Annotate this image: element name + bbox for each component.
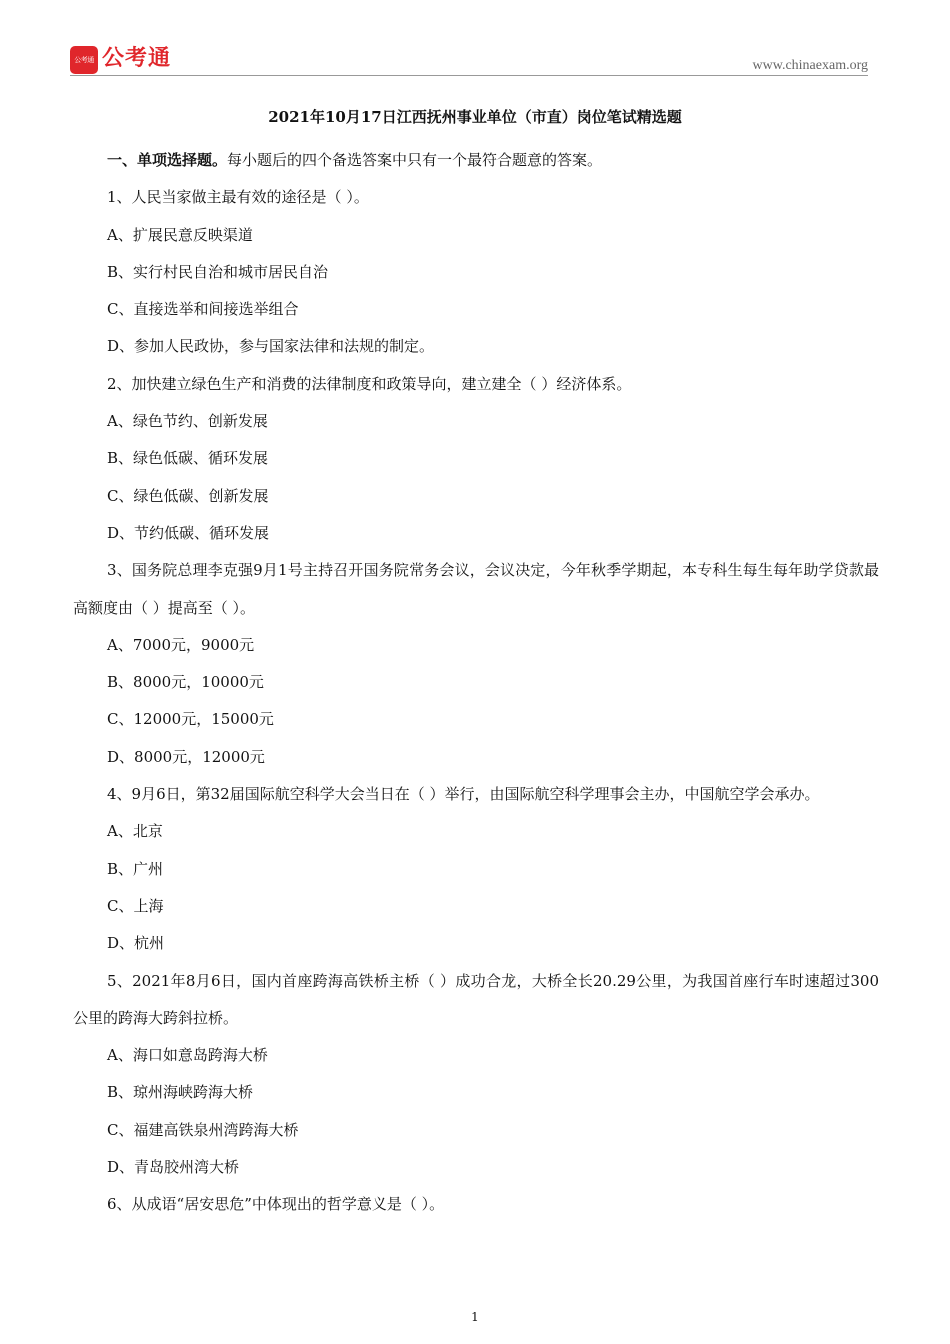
answer-option: B、绿色低碳、循环发展 (107, 449, 269, 468)
brand-logo-icon: 公考通 (70, 46, 98, 74)
page-header (70, 42, 868, 78)
answer-option: C、直接选举和间接选举组合 (107, 300, 299, 319)
answer-option: B、广州 (107, 859, 164, 878)
question-stem: 3、国务院总理李克强9月1号主持召开国务院常务会议，会议决定，今年秋季学期起，本专科生每生每年助学贷款最高额度由（ ）提高至（ ）。 (73, 561, 879, 617)
brand-name: 公考通 (102, 46, 172, 71)
answer-option: C、12000元，15000元 (107, 710, 274, 729)
answer-option: C、上海 (107, 896, 164, 915)
answer-option: A、扩展民意反映渠道 (107, 225, 253, 244)
section-instruction: 每小题后的四个备选答案中只有一个最符合题意的答案。 (227, 151, 603, 169)
answer-option: D、参加人民政协，参与国家法律和法规的制定。 (107, 337, 435, 356)
site-url[interactable]: www.chinaexam.org (752, 58, 868, 73)
question-stem: 5、2021年8月6日，国内首座跨海高铁桥主桥（ ）成功合龙，大桥全长20.29公里，为我国首座行车时速超过300公里的跨海大跨斜拉桥。 (73, 971, 879, 1027)
answer-option: C、绿色低碳、创新发展 (107, 486, 269, 505)
document-body (73, 142, 879, 1224)
answer-option: A、北京 (107, 822, 163, 841)
answer-option: D、8000元，12000元 (107, 747, 265, 766)
answer-option: B、8000元，10000元 (107, 673, 264, 692)
question-stem: 6、从成语“居安思危”中体现出的哲学意义是（ ）。 (107, 1195, 445, 1214)
answer-option: A、7000元，9000元 (107, 635, 255, 654)
question-stem: 2、加快建立绿色生产和消费的法律制度和政策导向，建立建全（ ）经济体系。 (107, 374, 632, 393)
answer-option: D、杭州 (107, 934, 165, 953)
page-number: 1 (471, 1310, 479, 1324)
answer-option: A、海口如意岛跨海大桥 (107, 1046, 268, 1065)
question-stem: 1、人民当家做主最有效的途径是（ ）。 (107, 188, 369, 207)
answer-option: D、节约低碳、循环发展 (107, 523, 270, 542)
answer-option: D、青岛胶州湾大桥 (107, 1158, 240, 1177)
question-stem: 4、9月6日，第32届国际航空科学大会当日在（ ）举行，由国际航空科学理事会主办，中国航空学会承办。 (107, 785, 820, 804)
answer-option: B、琼州海峡跨海大桥 (107, 1083, 254, 1102)
answer-option: A、绿色节约、创新发展 (107, 412, 268, 431)
section-label: 一、单项选择题。 (107, 151, 228, 169)
document-title: 2021年10月17日江西抚州事业单位（市直）岗位笔试精选题 (268, 108, 682, 126)
answer-option: B、实行村民自治和城市居民自治 (107, 262, 329, 281)
section-heading (73, 142, 879, 179)
answer-option: C、福建高铁泉州湾跨海大桥 (107, 1120, 299, 1139)
header-divider (70, 75, 868, 76)
